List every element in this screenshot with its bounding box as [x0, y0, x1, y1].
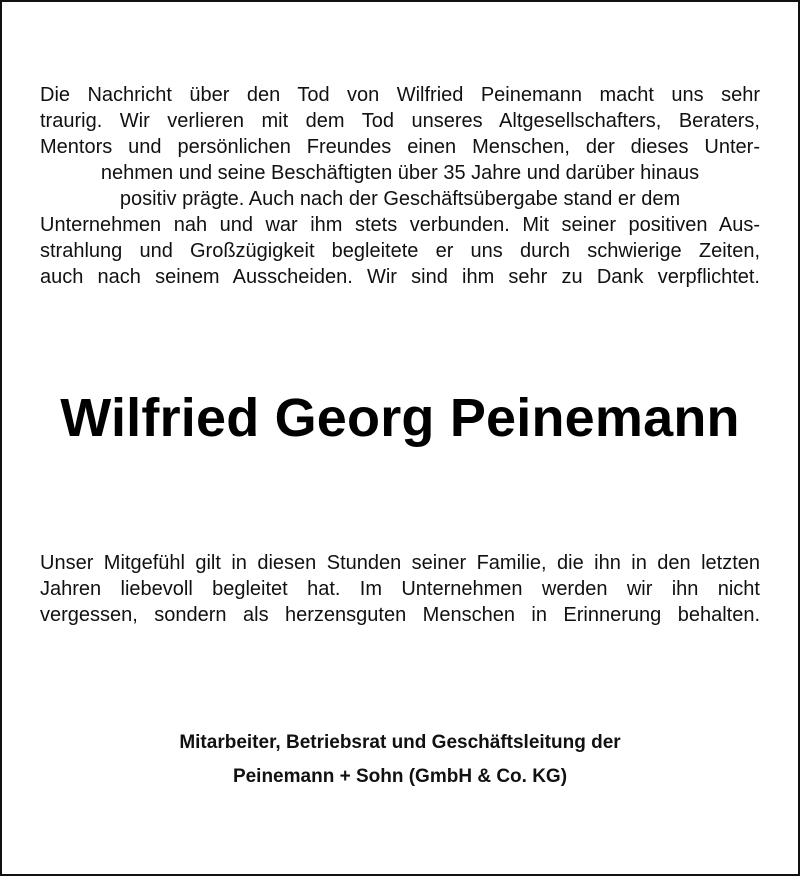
intro-line: Unternehmen nah und war ihm stets verbunden. Mit seiner positiven Aus-: [40, 214, 760, 236]
intro-line: Mentors und persönlichen Freundes einen Menschen, der dieses Unter-: [40, 136, 760, 158]
condolence-line: Jahren liebevoll begleitet hat. Im Unternehmen werden wir ihn nicht: [40, 578, 760, 600]
intro-line: auch nach seinem Ausscheiden. Wir sind ihm sehr zu Dank verpflichtet.: [40, 266, 760, 288]
intro-line: strahlung und Großzügigkeit begleitete er uns durch schwierige Zeiten,: [40, 240, 760, 262]
intro-line: Die Nachricht über den Tod von Wilfried Peinemann macht uns sehr: [40, 84, 760, 106]
deceased-name-heading: Wilfried Georg Peinemann: [60, 388, 740, 448]
intro-line: traurig. Wir verlieren mit dem Tod unseres Altgesellschafters, Beraters,: [40, 110, 760, 132]
condolence-line: Unser Mitgefühl gilt in diesen Stunden seiner Familie, die ihn in den letzten: [40, 552, 760, 574]
intro-line: nehmen und seine Beschäftigten über 35 Jahre und darüber hinaus: [100, 162, 700, 184]
intro-line: positiv prägte. Auch nach der Geschäftsübergabe stand er dem: [119, 188, 681, 210]
signature-line-1: Mitarbeiter, Betriebsrat und Geschäftsleitung der: [179, 732, 621, 753]
condolence-line: vergessen, sondern als herzensguten Menschen in Erinnerung behalten.: [40, 604, 760, 626]
signature-company: Peinemann + Sohn (GmbH & Co. KG): [232, 766, 568, 787]
